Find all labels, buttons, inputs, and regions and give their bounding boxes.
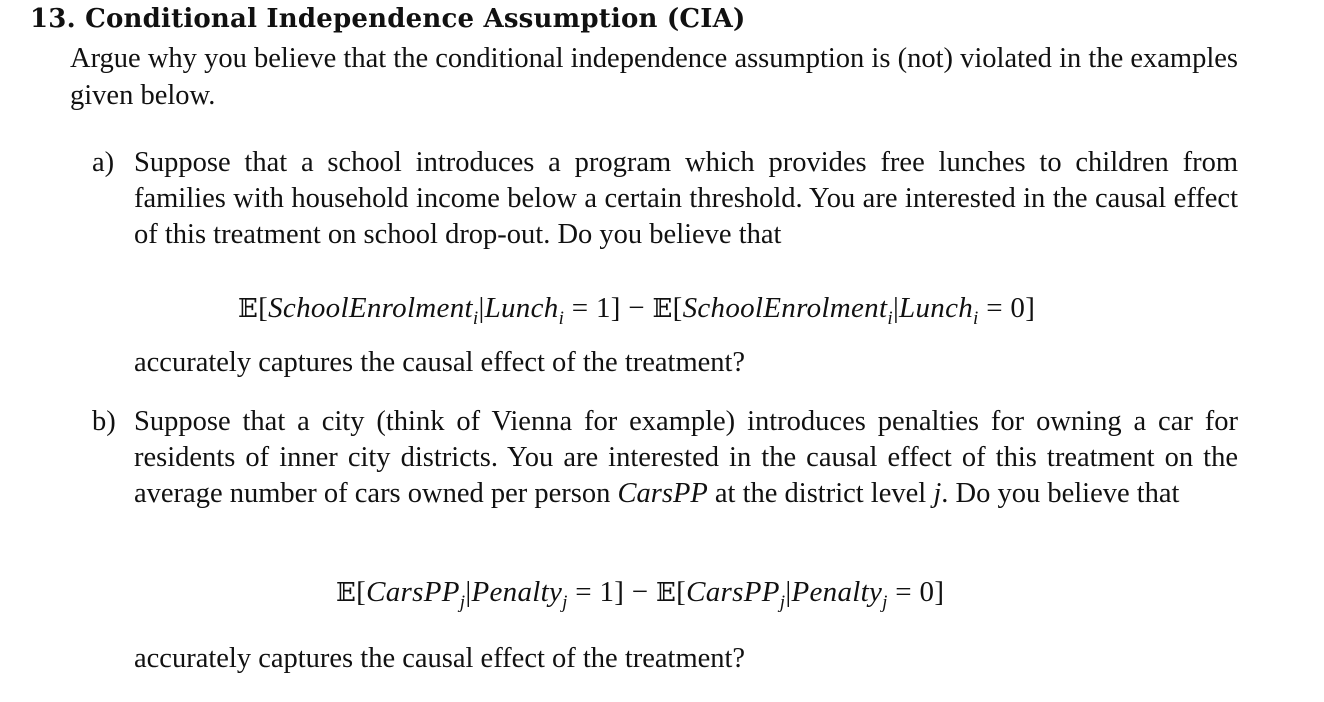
- formula-a: 𝔼[SchoolEnrolment$_i$|Lunch$_i$ = 1] − 𝔼[SchoolEnrolment$_i$|Lunch$_i$ = 0]: [238, 292, 1036, 329]
- treatment-variable: Lunch: [484, 292, 559, 324]
- control-value: 0: [1010, 292, 1026, 324]
- expectation-symbol: 𝔼: [336, 578, 357, 608]
- control-value: 0: [919, 576, 935, 608]
- formula-b: 𝔼[CarsPP$_j$|Penalty$_j$ = 1] − 𝔼[CarsPP$_j$|Penalty$_j$ = 0]: [336, 576, 945, 613]
- outcome-variable: SchoolEnrolment: [268, 292, 473, 324]
- inline-index: j: [933, 478, 942, 509]
- expectation-symbol: 𝔼: [652, 294, 673, 324]
- item-text-b-part3: . Do you believe that: [941, 478, 1180, 509]
- treated-value: 1: [599, 576, 615, 608]
- treatment-index: i: [973, 307, 979, 329]
- treated-value: 1: [595, 292, 611, 324]
- section-title: Conditional Independence Assumption (CIA): [85, 4, 746, 34]
- item-text-b-part2: at the district level: [714, 478, 927, 509]
- item-text-b-part1: Suppose that a city (think of Vienna for example) introduces penalties for owning a car for residents of inner city districts. You are interested in the causal effect of this treatment on the average number of cars owned per person: [134, 406, 1238, 509]
- inline-variable: CarsPP: [617, 478, 708, 509]
- follow-up-a: accurately captures the causal effect of the treatment?: [134, 347, 746, 378]
- treatment-index: j: [562, 591, 568, 613]
- outcome-index: i: [472, 307, 479, 329]
- item-label-a: a): [92, 147, 115, 178]
- outcome-index: i: [887, 307, 893, 329]
- outcome-variable: SchoolEnrolment: [682, 292, 888, 324]
- item-label-b: b): [92, 406, 116, 437]
- outcome-index: j: [459, 591, 466, 613]
- treatment-variable: Penalty: [791, 576, 883, 608]
- treatment-index: j: [882, 591, 888, 613]
- section-heading: [30, 4, 746, 34]
- outcome-variable: CarsPP: [366, 576, 460, 608]
- treatment-variable: Penalty: [471, 576, 563, 608]
- outcome-index: j: [779, 591, 786, 613]
- question-item-b: [92, 404, 1238, 512]
- expectation-symbol: 𝔼: [238, 294, 259, 324]
- follow-up-b: accurately captures the causal effect of the treatment?: [134, 643, 746, 674]
- section-intro: Argue why you believe that the conditional independence assumption is (not) violated in the examples given below.: [70, 43, 1238, 111]
- treatment-variable: Lunch: [899, 292, 974, 324]
- item-text-a: Suppose that a school introduces a program which provides free lunches to children from families with household income below a certain threshold. You are interested in the causal effect of this treatment on school drop-out. Do you believe that: [134, 147, 1238, 250]
- question-item-a: [92, 145, 1238, 253]
- treatment-index: i: [558, 307, 565, 329]
- section-number: 13.: [30, 4, 76, 34]
- item-text-b: [134, 404, 1238, 512]
- expectation-symbol: 𝔼: [656, 578, 677, 608]
- outcome-variable: CarsPP: [686, 576, 780, 608]
